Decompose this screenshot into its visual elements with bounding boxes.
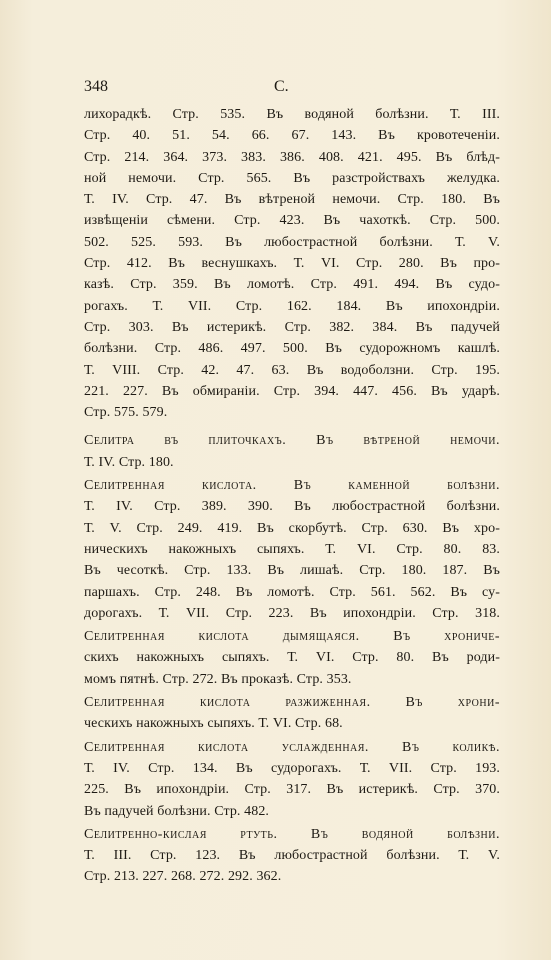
text-line: момъ пятнѣ. Стр. 272. Въ проказѣ. Стр. 353. [84,671,352,687]
text-line: казѣ. Стр. 359. Въ ломотѣ. Стр. 491. 494. Въ судо- [84,277,500,293]
text-line: ной немочи. Стр. 565. Въ разстройствахъ желудка. [84,170,500,186]
entry-heading-line: Селитренная кислота разжиженная. Въ хрони- [84,695,500,711]
text-line: дорогахъ. Т. VII. Стр. 223. Въ ипохондріи. Стр. 318. [84,605,500,621]
text-line: болѣзни. Стр. 486. 497. 500. Въ судорожномъ кашлѣ. [84,341,500,357]
text-line: Т. III. Стр. 123. Въ любострастной болѣзни. Т. V. [84,848,500,864]
text-line: 221. 227. Въ обмираніи. Стр. 394. 447. 456. Въ ударѣ. [84,383,500,399]
text-line: извѣщеніи сѣмени. Стр. 423. Въ чахоткѣ. Стр. 500. [84,213,500,229]
entry-heading-line: Селитренно-кислая ртуть. Въ водяной болѣзни. [84,826,500,842]
entry-gap [84,423,500,430]
entry-heading-line: Селитренная кислота. Въ каменной болѣзни. [84,478,500,494]
text-line: Т. IV. Стр. 47. Въ вѣтреной немочи. Стр. 180. Въ [84,192,500,208]
text-line: скихъ накожныхъ сыпяхъ. Т. VI. Стр. 80. Въ роди- [84,650,500,666]
running-head: С. [274,78,289,95]
text-line: ческихъ накожныхъ сыпяхъ. Т. VI. Стр. 68. [84,716,343,732]
text-line: Стр. 214. 364. 373. 383. 386. 408. 421. 495. Въ блѣд- [84,149,500,165]
text-line: рогахъ. Т. VII. Стр. 162. 184. Въ ипохондріи. [84,298,500,314]
text-line: 225. Въ ипохондріи. Стр. 317. Въ истерикѣ. Стр. 370. [84,782,500,798]
entry-heading-line: Селитренная кислота дымящаяся. Въ хрониче- [84,629,500,645]
text-line: ническихъ накожныхъ сыпяхъ. Т. VI. Стр. 80. 83. [84,541,500,557]
index-text [84,104,500,888]
text-line: Стр. 303. Въ истерикѣ. Стр. 382. 384. Въ падучей [84,319,500,335]
text-line: Т. IV. Стр. 180. [84,454,174,470]
text-line: лихорадкѣ. Стр. 535. Въ водяной болѣзни. Т. III. [84,107,500,122]
page-number: 348 [84,78,108,95]
text-line: 502. 525. 593. Въ любострастной болѣзни. Т. V. [84,234,500,250]
entry-heading-line: Селитра въ плиточкахъ. Въ вѣтреной немочи. [84,433,500,449]
page-header [84,78,474,98]
text-line: Стр. 575. 579. [84,405,168,421]
text-line: паршахъ. Стр. 248. Въ ломотѣ. Стр. 561. 562. Въ су- [84,584,500,600]
text-line: Т. VIII. Стр. 42. 47. 63. Въ водоболзни. Стр. 195. [84,362,500,378]
text-line: Стр. 412. Въ веснушкахъ. Т. VI. Стр. 280. Въ про- [84,256,500,272]
text-line: Стр. 40. 51. 54. 66. 67. 143. Въ кровотеченіи. [84,128,500,144]
text-line: Въ чесоткѣ. Стр. 133. Въ лишаѣ. Стр. 180. 187. Въ [84,563,500,579]
text-line: Стр. 213. 227. 268. 272. 292. 362. [84,869,282,885]
entry-heading-line: Селитренная кислота услажденная. Въ коликѣ. [84,739,500,755]
text-line: Т. IV. Стр. 389. 390. Въ любострастной болѣзни. [84,499,500,515]
text-line: Въ падучей болѣзни. Стр. 482. [84,803,270,819]
text-line: Т. IV. Стр. 134. Въ судорогахъ. Т. VII. Стр. 193. [84,760,500,776]
text-line: Т. V. Стр. 249. 419. Въ скорбутѣ. Стр. 630. Въ хро- [84,520,500,536]
